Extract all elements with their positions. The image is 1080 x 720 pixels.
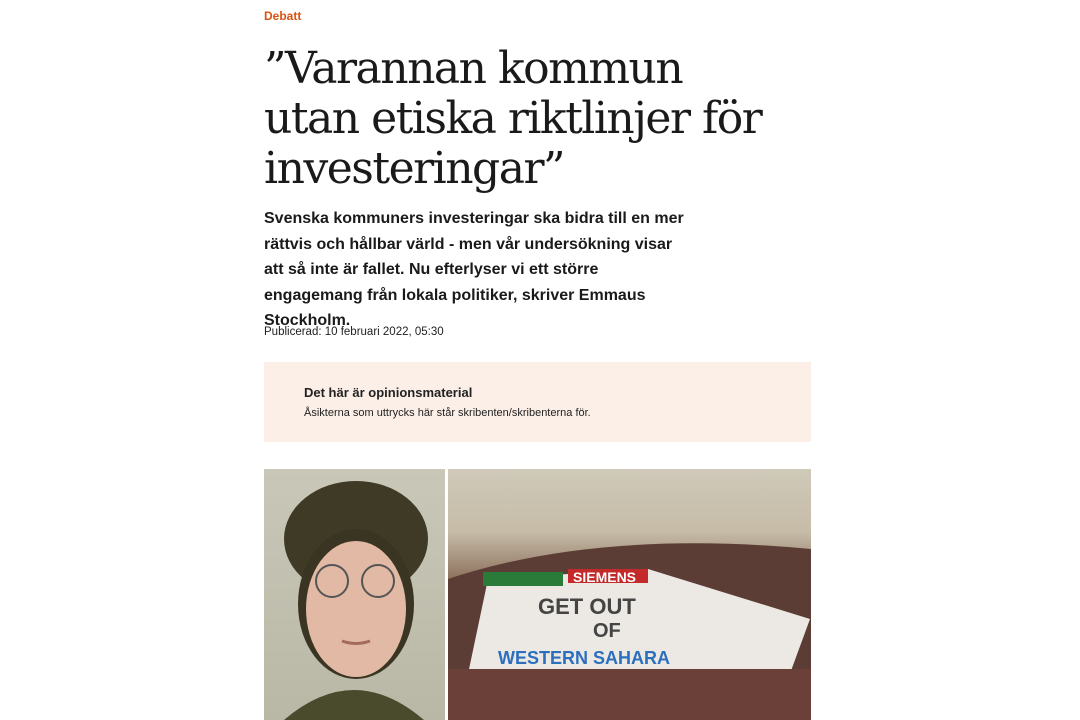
banner-line2: OF (593, 620, 621, 642)
banner-brand: SIEMENS (573, 569, 637, 585)
lead-paragraph: Svenska kommuners investeringar ska bidra till en mer rättvis och hållbar värld - men vår undersökning visar att så inte är fallet. Nu efterlyser vi ett större engagemang från lokala politiker, skriver Emmaus Stockholm. (264, 210, 684, 329)
banner-line3: WESTERN SAHARA (498, 648, 671, 668)
protest-photo (448, 469, 811, 720)
banner-line1: GET OUT (538, 594, 636, 619)
opinion-notice (264, 362, 811, 442)
section-link[interactable]: Debatt (264, 9, 302, 23)
published-date: Publicerad: 10 februari 2022, 05:30 (264, 326, 444, 338)
headline: ”Varannan kommun utan etiska riktlinjer för investeringar” (264, 43, 762, 194)
opinion-text: Åsikterna som uttrycks här står skribenten/skribenterna för. (304, 407, 591, 419)
opinion-title: Det här är opinionsmaterial (304, 385, 473, 400)
author-portrait (264, 469, 445, 720)
